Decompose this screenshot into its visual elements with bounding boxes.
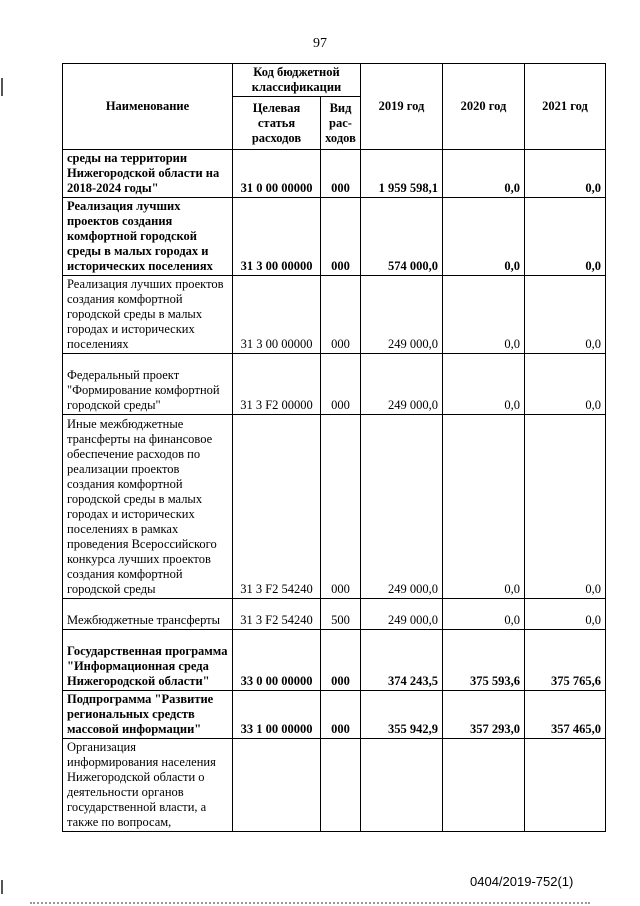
cell-expense-type: 500 [321,599,361,630]
cell-2020: 357 293,0 [443,691,525,739]
table-row [63,691,606,739]
table-row [63,739,606,832]
table-row [63,276,606,354]
cell-name: среды на территории Нижегородской области на 2018-2024 годы" [63,150,233,198]
cell-target-article: 31 3 00 00000 [233,276,321,354]
cell-target-article: 31 3 00 00000 [233,198,321,276]
cell-target-article: 31 3 F2 54240 [233,415,321,599]
cell-2020: 375 593,6 [443,630,525,691]
cell-2020: 0,0 [443,198,525,276]
cell-2021: 375 765,6 [525,630,606,691]
cell-2019: 249 000,0 [361,415,443,599]
table-row [63,354,606,415]
cell-2019: 1 959 598,1 [361,150,443,198]
cell-2020 [443,739,525,832]
cell-expense-type [321,739,361,832]
cell-2019: 355 942,9 [361,691,443,739]
cell-name: Иные межбюджетные трансферты на финансовое обеспечение расходов по реализации проектов создания комфортной городской среды в малых городах и исторических поселениях в рамках проведения Всероссийского конкурса лучших проектов создания комфортной городской среды [63,415,233,599]
cell-2019: 374 243,5 [361,630,443,691]
header-target-article: Целевая статья расходов [233,97,321,150]
cell-target-article: 31 0 00 00000 [233,150,321,198]
cell-target-article: 31 3 F2 54240 [233,599,321,630]
cell-expense-type: 000 [321,150,361,198]
scan-margin-mark [1,880,3,894]
document-code: 0404/2019-752(1) [470,874,574,889]
table-body [63,150,606,832]
cell-expense-type: 000 [321,630,361,691]
cell-2019: 249 000,0 [361,599,443,630]
cell-2020: 0,0 [443,415,525,599]
header-2021: 2021 год [525,64,606,150]
cell-2020: 0,0 [443,354,525,415]
cell-2021: 0,0 [525,599,606,630]
header-budget-code: Код бюджетной классификации [233,64,361,97]
page-number: 97 [313,36,327,51]
cell-name: Федеральный проект "Формирование комфортной городской среды" [63,354,233,415]
cell-name: Организация информирования населения Нижегородской области о деятельности органов государственной власти, а также по вопросам, [63,739,233,832]
cell-2021 [525,739,606,832]
cell-name: Подпрограмма "Развитие региональных средств массовой информации" [63,691,233,739]
cell-name: Государственная программа "Информационная среда Нижегородской области" [63,630,233,691]
cell-2021: 0,0 [525,150,606,198]
cell-2020: 0,0 [443,150,525,198]
cell-2019: 249 000,0 [361,354,443,415]
cell-expense-type: 000 [321,415,361,599]
header-2020: 2020 год [443,64,525,150]
header-expense-type: Вид рас-ходов [321,97,361,150]
header-2019: 2019 год [361,64,443,150]
cell-2020: 0,0 [443,276,525,354]
header-name: Наименование [63,64,233,150]
cell-name: Реализация лучших проектов создания комфортной городской среды в малых городах и исторических поселениях [63,276,233,354]
cell-name: Реализация лучших проектов создания комфортной городской среды в малых городах и исторических поселениях [63,198,233,276]
cell-2020: 0,0 [443,599,525,630]
cell-expense-type: 000 [321,354,361,415]
cell-expense-type: 000 [321,276,361,354]
cell-2019: 249 000,0 [361,276,443,354]
table-row [63,599,606,630]
cell-2021: 357 465,0 [525,691,606,739]
cell-target-article: 31 3 F2 00000 [233,354,321,415]
cell-target-article [233,739,321,832]
cell-expense-type: 000 [321,691,361,739]
budget-table [62,63,606,832]
cell-2021: 0,0 [525,276,606,354]
cell-2021: 0,0 [525,415,606,599]
cell-target-article: 33 0 00 00000 [233,630,321,691]
table-row [63,630,606,691]
scan-edge-noise [30,902,590,906]
cell-2021: 0,0 [525,354,606,415]
scan-margin-mark [1,78,3,96]
cell-expense-type: 000 [321,198,361,276]
table-row [63,415,606,599]
table-row [63,150,606,198]
cell-2021: 0,0 [525,198,606,276]
table-row [63,198,606,276]
cell-2019 [361,739,443,832]
cell-2019: 574 000,0 [361,198,443,276]
cell-name: Межбюджетные трансферты [63,599,233,630]
cell-target-article: 33 1 00 00000 [233,691,321,739]
